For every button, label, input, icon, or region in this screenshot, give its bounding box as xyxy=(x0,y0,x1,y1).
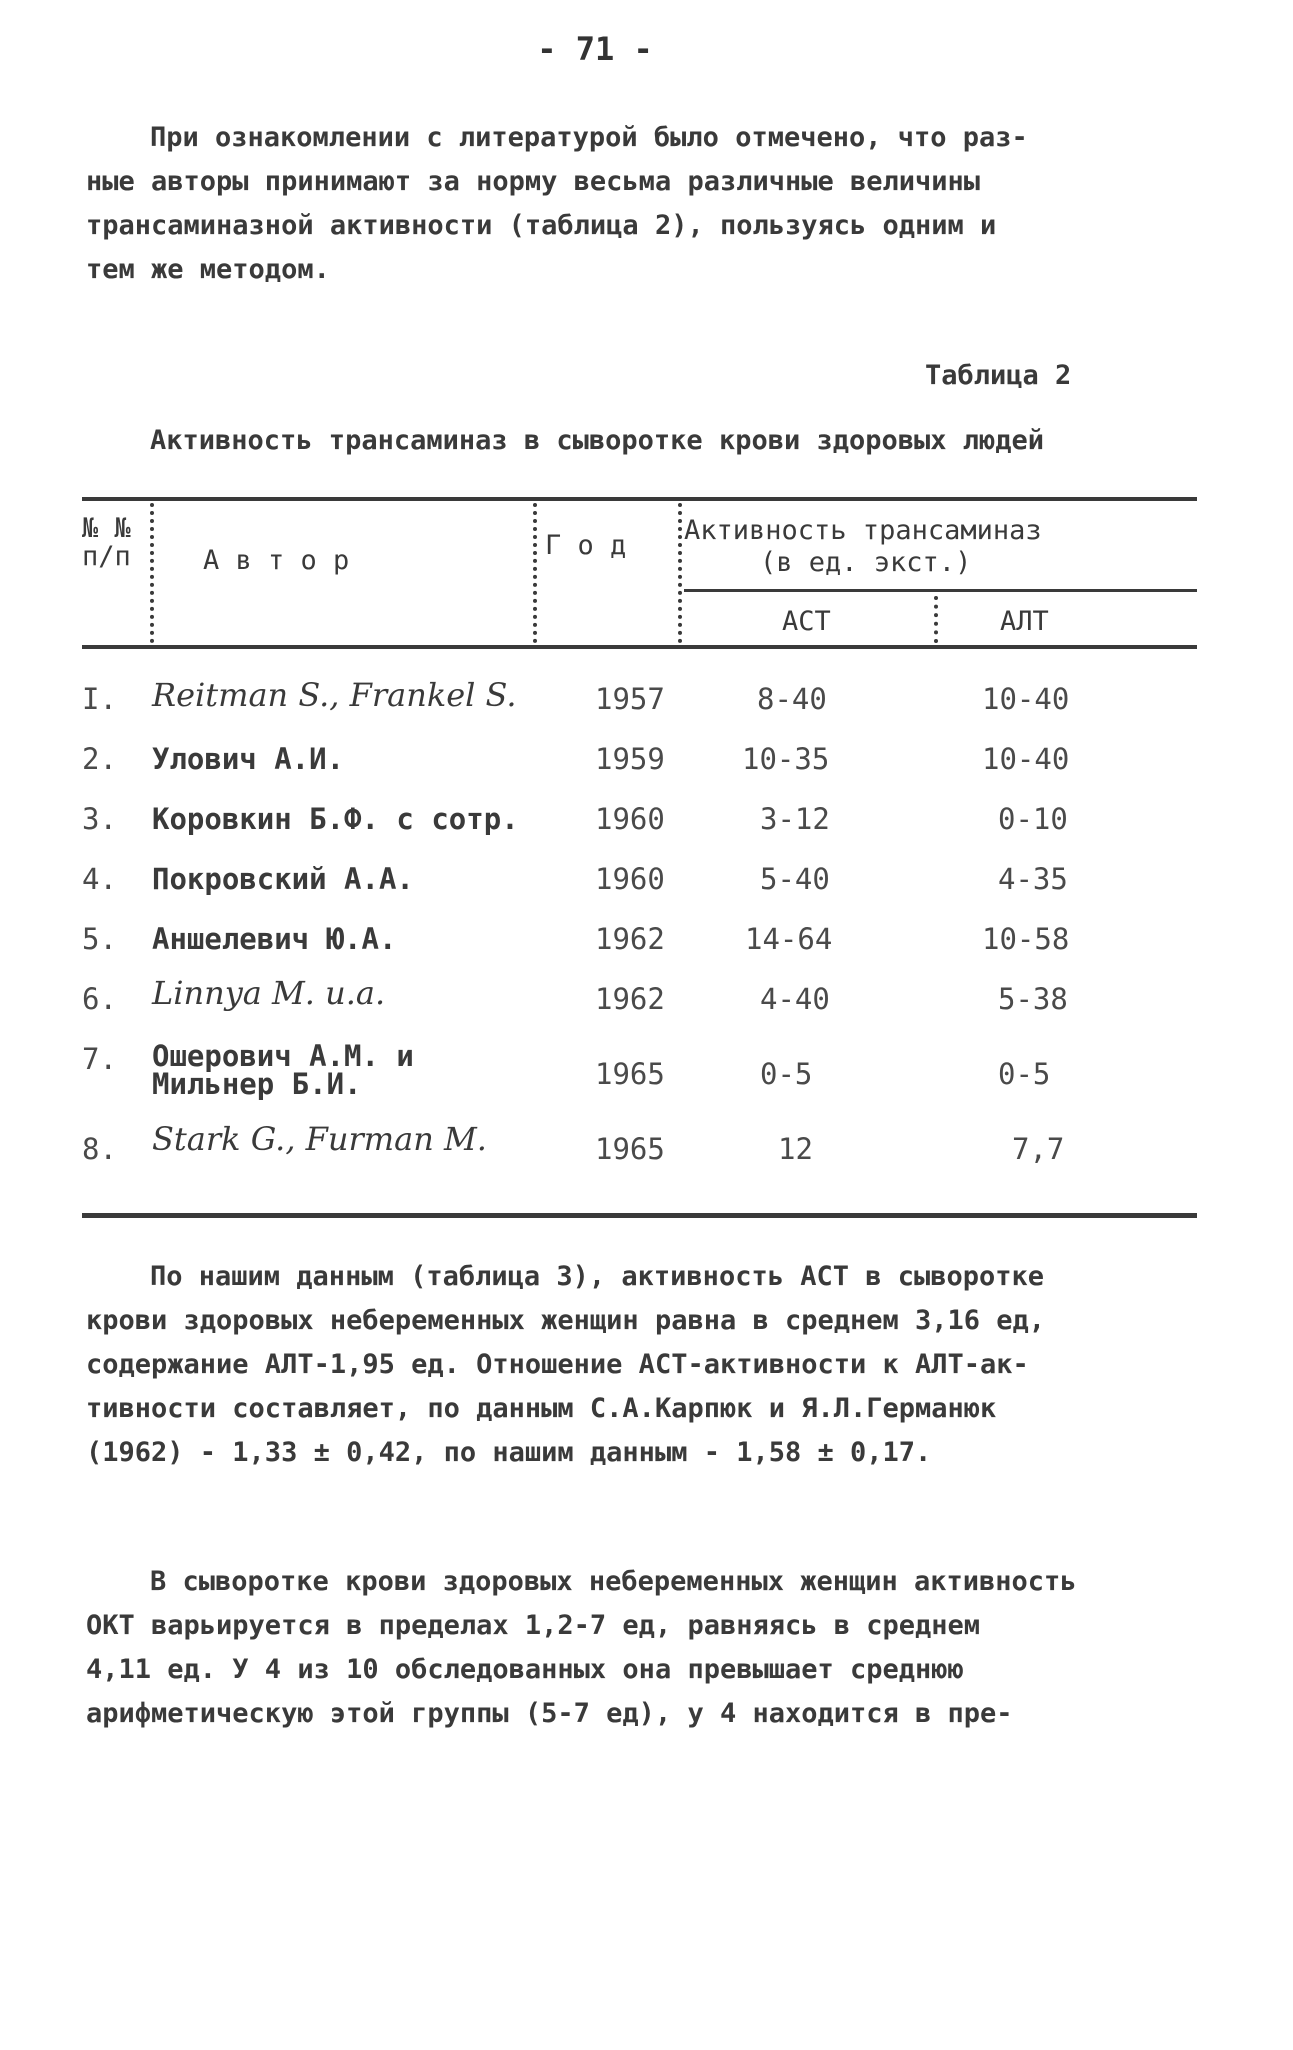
row-8-year: 1965 xyxy=(595,1132,665,1166)
row-3-year: 1960 xyxy=(595,802,665,836)
row-1-year: 1957 xyxy=(595,682,665,716)
col-sep-4 xyxy=(934,596,938,643)
row-5-alt: 10-58 xyxy=(982,922,1070,956)
row-5-num: 5. xyxy=(82,922,117,956)
col-sep-1 xyxy=(150,503,154,643)
header-author: А в т о р xyxy=(203,545,350,576)
table-top-rule xyxy=(82,497,1197,501)
paragraph-2 xyxy=(86,1255,1206,1475)
intro-line-3: трансаминазной активности (таблица 2), пользуясь одним и xyxy=(86,210,997,241)
row-7-alt: 0-5 xyxy=(998,1057,1051,1091)
row-7-author xyxy=(152,1039,414,1101)
row-4-year: 1960 xyxy=(595,862,665,896)
row-4-alt: 4-35 xyxy=(998,862,1068,896)
p3-line-4: арифметическую этой группы (5-7 ед), у 4 находится в пре- xyxy=(86,1698,1013,1729)
row-8-alt: 7,7 xyxy=(1012,1132,1065,1166)
row-1-num: I. xyxy=(82,682,117,716)
row-3-alt: 0-10 xyxy=(998,802,1068,836)
header-activity-line-2: (в ед. экст.) xyxy=(760,547,972,578)
row-2-alt: 10-40 xyxy=(982,742,1070,776)
row-2-year: 1959 xyxy=(595,742,665,776)
p2-line-5: (1962) - 1,33 ± 0,42, по нашим данным - 1,58 ± 0,17. xyxy=(86,1437,932,1468)
row-5-author: Аншелевич Ю.А. xyxy=(152,922,397,956)
header-year: Г о д xyxy=(545,530,627,561)
row-1-alt: 10-40 xyxy=(982,682,1070,716)
table-label: Таблица 2 xyxy=(925,360,1072,391)
row-8-author: Stark G., Furman M. xyxy=(152,1120,487,1158)
intro-paragraph xyxy=(86,116,1206,292)
p3-line-2: ОКТ варьируется в пределах 1,2-7 ед, равняясь в среднем xyxy=(86,1610,981,1641)
p3-line-3: 4,11 ед. У 4 из 10 обследованных она превышает среднюю xyxy=(86,1654,964,1685)
row-6-author: Linnya M. u.a. xyxy=(152,974,386,1012)
col-sep-2 xyxy=(533,503,537,643)
row-7-author-line-2: Мильнер Б.И. xyxy=(152,1067,362,1101)
header-number-line-2: п/п xyxy=(82,541,131,572)
header-bottom-rule xyxy=(82,645,1197,649)
row-3-author: Коровкин Б.Ф. с сотр. xyxy=(152,802,519,836)
row-3-num: 3. xyxy=(82,802,117,836)
p3-line-1: В сыворотке крови здоровых небеременных женщин активность xyxy=(150,1566,1077,1597)
header-number-line-1: № № xyxy=(82,513,131,544)
row-7-ast: 0-5 xyxy=(760,1057,813,1091)
row-5-ast: 14-64 xyxy=(745,922,833,956)
row-3-ast: 3-12 xyxy=(760,802,830,836)
row-2-author: Улович А.И. xyxy=(152,742,345,776)
row-6-num: 6. xyxy=(82,982,117,1016)
row-7-author-line-1: Ошерович А.М. и xyxy=(152,1039,414,1073)
row-8-num: 8. xyxy=(82,1132,117,1166)
page-number: - 71 - xyxy=(537,30,653,68)
intro-line-2: ные авторы принимают за норму весьма различные величины xyxy=(86,166,981,197)
header-alt: АЛТ xyxy=(1000,606,1049,637)
intro-line-4: тем же методом. xyxy=(86,254,330,285)
header-activity-line-1: Активность трансаминаз xyxy=(684,515,1042,546)
row-6-year: 1962 xyxy=(595,982,665,1016)
row-4-num: 4. xyxy=(82,862,117,896)
row-7-num: 7. xyxy=(82,1042,117,1076)
row-8-ast: 12 xyxy=(778,1132,813,1166)
table-title: Активность трансаминаз в сыворотке крови здоровых людей xyxy=(150,425,1045,456)
header-number xyxy=(82,515,131,571)
header-ast: АСТ xyxy=(782,606,831,637)
row-7-year: 1965 xyxy=(595,1057,665,1091)
col-sep-3 xyxy=(678,503,682,643)
row-4-ast: 5-40 xyxy=(760,862,830,896)
row-1-ast: 8-40 xyxy=(757,682,827,716)
p2-line-4: тивности составляет, по данным С.А.Карпюк и Я.Л.Германюк xyxy=(86,1393,997,1424)
row-4-author: Покровский А.А. xyxy=(152,862,414,896)
row-1-author: Reitman S., Frankel S. xyxy=(152,676,517,714)
row-6-alt: 5-38 xyxy=(998,982,1068,1016)
table-bottom-rule xyxy=(82,1213,1197,1218)
paragraph-3 xyxy=(86,1560,1206,1736)
activity-sub-rule xyxy=(684,589,1197,592)
row-6-ast: 4-40 xyxy=(760,982,830,1016)
p2-line-3: содержание АЛТ-1,95 ед. Отношение АСТ-активности к АЛТ-ак- xyxy=(86,1349,1029,1380)
row-2-num: 2. xyxy=(82,742,117,776)
intro-line-1: При ознакомлении с литературой было отмечено, что раз- xyxy=(150,122,1028,153)
p2-line-1: По нашим данным (таблица 3), активность АСТ в сыворотке xyxy=(150,1261,1045,1292)
row-5-year: 1962 xyxy=(595,922,665,956)
p2-line-2: крови здоровых небеременных женщин равна в среднем 3,16 ед, xyxy=(86,1305,1046,1336)
row-2-ast: 10-35 xyxy=(742,742,830,776)
